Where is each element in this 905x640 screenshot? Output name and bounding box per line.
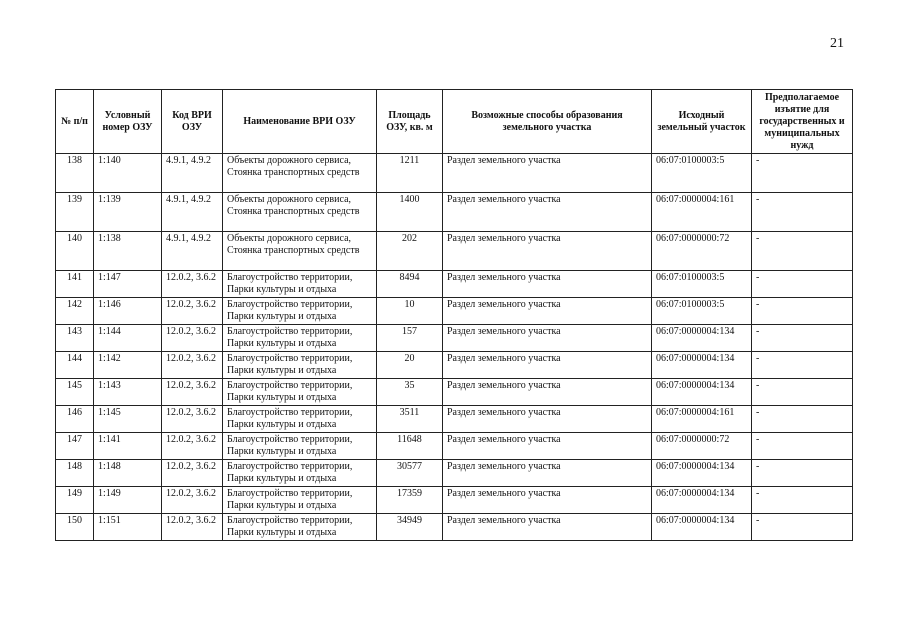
- cell-formation-method: Раздел земельного участка: [443, 271, 652, 298]
- cell-plot-id: 1:143: [94, 379, 162, 406]
- header-area: Площадь ОЗУ, кв. м: [377, 90, 443, 154]
- cell-formation-method: Раздел земельного участка: [443, 433, 652, 460]
- cell-use-code: 12.0.2, 3.6.2: [162, 271, 223, 298]
- cell-use-code: 12.0.2, 3.6.2: [162, 325, 223, 352]
- cell-number: 138: [56, 154, 94, 193]
- table-row: [56, 352, 853, 379]
- cell-plot-id: 1:147: [94, 271, 162, 298]
- cell-use-name: Благоустройство территории, Парки культуры и отдыха: [223, 298, 377, 325]
- cell-plot-id: 1:151: [94, 514, 162, 541]
- cell-number: 141: [56, 271, 94, 298]
- cell-number: 140: [56, 232, 94, 271]
- cell-seizure: -: [752, 298, 853, 325]
- cell-use-code: 4.9.1, 4.9.2: [162, 232, 223, 271]
- cell-seizure: -: [752, 433, 853, 460]
- cell-use-name: Благоустройство территории, Парки культуры и отдыха: [223, 352, 377, 379]
- table-row: [56, 514, 853, 541]
- cell-number: 150: [56, 514, 94, 541]
- table-row: [56, 487, 853, 514]
- table-row: [56, 193, 853, 232]
- table-row: [56, 406, 853, 433]
- cell-use-name: Благоустройство территории, Парки культуры и отдыха: [223, 460, 377, 487]
- cell-formation-method: Раздел земельного участка: [443, 487, 652, 514]
- cell-plot-id: 1:146: [94, 298, 162, 325]
- cell-area: 35: [377, 379, 443, 406]
- cell-use-code: 4.9.1, 4.9.2: [162, 154, 223, 193]
- cell-use-name: Объекты дорожного сервиса, Стоянка транспортных средств: [223, 193, 377, 232]
- cell-seizure: -: [752, 406, 853, 433]
- cell-number: 148: [56, 460, 94, 487]
- header-seizure: Предполагаемое изъятие для государственных и муниципальных нужд: [752, 90, 853, 154]
- cell-use-name: Объекты дорожного сервиса, Стоянка транспортных средств: [223, 154, 377, 193]
- cell-area: 3511: [377, 406, 443, 433]
- cell-area: 10: [377, 298, 443, 325]
- land-plots-table: [55, 89, 853, 541]
- table-row: [56, 460, 853, 487]
- cell-area: 30577: [377, 460, 443, 487]
- table-row: [56, 379, 853, 406]
- cell-use-name: Благоустройство территории, Парки культуры и отдыха: [223, 406, 377, 433]
- cell-use-code: 12.0.2, 3.6.2: [162, 487, 223, 514]
- table-row: [56, 271, 853, 298]
- cell-formation-method: Раздел земельного участка: [443, 352, 652, 379]
- table-row: [56, 325, 853, 352]
- table-row: [56, 298, 853, 325]
- cell-number: 146: [56, 406, 94, 433]
- cell-use-code: 12.0.2, 3.6.2: [162, 514, 223, 541]
- header-use-name: Наименование ВРИ ОЗУ: [223, 90, 377, 154]
- table-row: [56, 154, 853, 193]
- cell-area: 34949: [377, 514, 443, 541]
- cell-source-plot: 06:07:0000004:161: [652, 406, 752, 433]
- header-number: № п/п: [56, 90, 94, 154]
- cell-area: 157: [377, 325, 443, 352]
- cell-seizure: -: [752, 487, 853, 514]
- cell-number: 149: [56, 487, 94, 514]
- cell-number: 143: [56, 325, 94, 352]
- cell-source-plot: 06:07:0000004:134: [652, 379, 752, 406]
- cell-number: 142: [56, 298, 94, 325]
- cell-source-plot: 06:07:0100003:5: [652, 154, 752, 193]
- cell-seizure: -: [752, 352, 853, 379]
- cell-use-name: Благоустройство территории, Парки культуры и отдыха: [223, 325, 377, 352]
- cell-formation-method: Раздел земельного участка: [443, 460, 652, 487]
- cell-formation-method: Раздел земельного участка: [443, 154, 652, 193]
- cell-use-code: 12.0.2, 3.6.2: [162, 433, 223, 460]
- cell-number: 145: [56, 379, 94, 406]
- cell-seizure: -: [752, 460, 853, 487]
- cell-use-name: Благоустройство территории, Парки культуры и отдыха: [223, 433, 377, 460]
- cell-area: 202: [377, 232, 443, 271]
- cell-source-plot: 06:07:0000000:72: [652, 232, 752, 271]
- cell-use-code: 12.0.2, 3.6.2: [162, 460, 223, 487]
- cell-plot-id: 1:141: [94, 433, 162, 460]
- cell-seizure: -: [752, 514, 853, 541]
- cell-number: 139: [56, 193, 94, 232]
- cell-source-plot: 06:07:0000000:72: [652, 433, 752, 460]
- cell-plot-id: 1:149: [94, 487, 162, 514]
- cell-seizure: -: [752, 154, 853, 193]
- cell-plot-id: 1:148: [94, 460, 162, 487]
- cell-use-name: Благоустройство территории, Парки культуры и отдыха: [223, 379, 377, 406]
- cell-plot-id: 1:145: [94, 406, 162, 433]
- cell-plot-id: 1:140: [94, 154, 162, 193]
- cell-formation-method: Раздел земельного участка: [443, 193, 652, 232]
- header-source-plot: Исходный земельный участок: [652, 90, 752, 154]
- cell-number: 144: [56, 352, 94, 379]
- cell-use-code: 12.0.2, 3.6.2: [162, 379, 223, 406]
- cell-use-name: Благоустройство территории, Парки культуры и отдыха: [223, 271, 377, 298]
- header-use-code: Код ВРИ ОЗУ: [162, 90, 223, 154]
- cell-use-code: 12.0.2, 3.6.2: [162, 298, 223, 325]
- cell-area: 11648: [377, 433, 443, 460]
- cell-number: 147: [56, 433, 94, 460]
- cell-use-name: Благоустройство территории, Парки культуры и отдыха: [223, 487, 377, 514]
- cell-area: 17359: [377, 487, 443, 514]
- cell-area: 20: [377, 352, 443, 379]
- cell-source-plot: 06:07:0000004:134: [652, 352, 752, 379]
- cell-area: 1211: [377, 154, 443, 193]
- cell-source-plot: 06:07:0100003:5: [652, 298, 752, 325]
- cell-use-code: 12.0.2, 3.6.2: [162, 406, 223, 433]
- cell-area: 8494: [377, 271, 443, 298]
- cell-use-name: Благоустройство территории, Парки культуры и отдыха: [223, 514, 377, 541]
- cell-area: 1400: [377, 193, 443, 232]
- cell-use-code: 4.9.1, 4.9.2: [162, 193, 223, 232]
- table-row: [56, 433, 853, 460]
- cell-plot-id: 1:139: [94, 193, 162, 232]
- header-plot-id: Условный номер ОЗУ: [94, 90, 162, 154]
- cell-formation-method: Раздел земельного участка: [443, 406, 652, 433]
- cell-plot-id: 1:144: [94, 325, 162, 352]
- table-row: [56, 232, 853, 271]
- cell-plot-id: 1:142: [94, 352, 162, 379]
- cell-formation-method: Раздел земельного участка: [443, 325, 652, 352]
- cell-source-plot: 06:07:0000004:161: [652, 193, 752, 232]
- page-number: 21: [830, 36, 844, 51]
- cell-formation-method: Раздел земельного участка: [443, 298, 652, 325]
- cell-seizure: -: [752, 379, 853, 406]
- cell-source-plot: 06:07:0000004:134: [652, 487, 752, 514]
- cell-seizure: -: [752, 232, 853, 271]
- cell-source-plot: 06:07:0000004:134: [652, 460, 752, 487]
- cell-plot-id: 1:138: [94, 232, 162, 271]
- cell-formation-method: Раздел земельного участка: [443, 514, 652, 541]
- cell-formation-method: Раздел земельного участка: [443, 379, 652, 406]
- table-header-row: [56, 90, 853, 154]
- cell-source-plot: 06:07:0000004:134: [652, 325, 752, 352]
- header-formation-method: Возможные способы образования земельного участка: [443, 90, 652, 154]
- cell-seizure: -: [752, 271, 853, 298]
- cell-source-plot: 06:07:0000004:134: [652, 514, 752, 541]
- cell-seizure: -: [752, 325, 853, 352]
- cell-use-code: 12.0.2, 3.6.2: [162, 352, 223, 379]
- cell-source-plot: 06:07:0100003:5: [652, 271, 752, 298]
- cell-formation-method: Раздел земельного участка: [443, 232, 652, 271]
- cell-use-name: Объекты дорожного сервиса, Стоянка транспортных средств: [223, 232, 377, 271]
- cell-seizure: -: [752, 193, 853, 232]
